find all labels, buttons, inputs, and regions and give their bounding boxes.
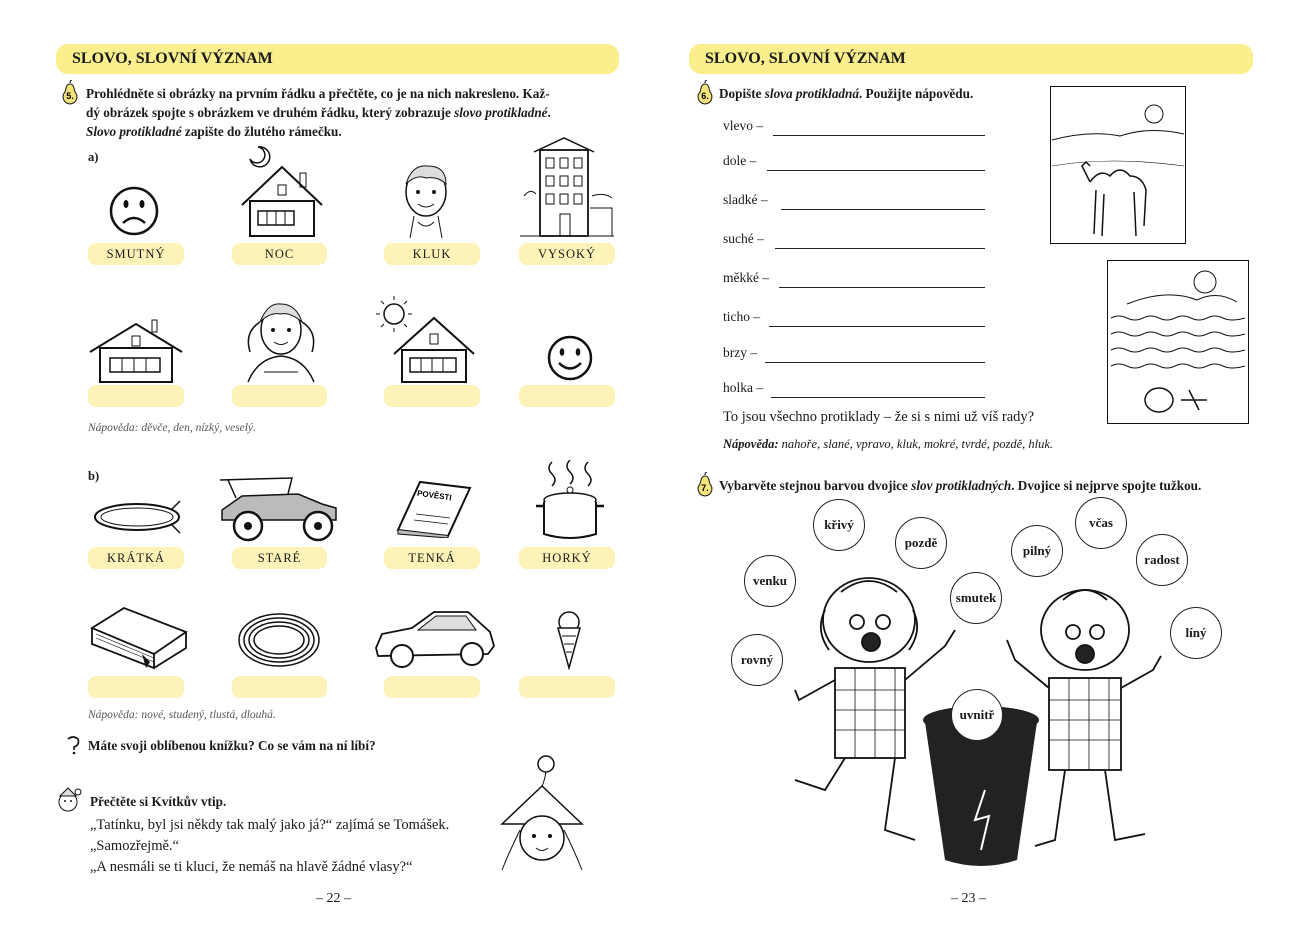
task5-instruction	[86, 84, 620, 141]
page-number: – 23 –	[951, 891, 986, 906]
fill-word: dole –	[723, 153, 757, 168]
answer-line[interactable]	[769, 326, 985, 327]
riddle-text	[90, 815, 449, 878]
answer-line[interactable]	[767, 170, 985, 171]
question-icon	[64, 735, 82, 755]
hint-a: Nápověda: děvče, den, nízký, veselý.	[88, 422, 256, 434]
answer-box[interactable]	[384, 385, 480, 407]
fill-row	[723, 192, 768, 212]
fill-word: suché –	[723, 231, 764, 246]
answer-line[interactable]	[781, 209, 985, 210]
task-number: 7.	[701, 483, 709, 493]
task-number: 6.	[701, 91, 709, 101]
word-bubble[interactable]: pilný	[1011, 525, 1063, 577]
fill-word: sladké –	[723, 192, 768, 207]
sad-face-picture	[108, 185, 160, 237]
riddle-line: „A nesmáli se ti kluci, že nemáš na hlavě žádné vlasy?“	[90, 859, 413, 875]
answer-box[interactable]	[384, 676, 480, 698]
old-car-picture	[218, 474, 342, 544]
section-a-label: a)	[88, 150, 99, 164]
thick-book-picture	[88, 604, 188, 670]
fill-word: vlevo –	[723, 118, 764, 133]
page-number: – 22 –	[316, 891, 351, 906]
label-pill: VYSOKÝ	[519, 243, 615, 265]
hint-b: Nápověda: nové, studený, tlustá, dlouhá.	[88, 709, 276, 721]
task5-line1: Prohlédněte si obrázky na prvním řádku a přečtěte, co je na nich nakresleno. Kaž-	[86, 86, 550, 101]
tall-building-picture	[520, 136, 614, 238]
answer-line[interactable]	[765, 362, 985, 363]
riddle-title: Přečtěte si Kvítkův vtip.	[90, 794, 227, 809]
boy-picture	[398, 160, 454, 240]
flower-character-icon	[54, 786, 86, 814]
book-title: POVĚSTI	[416, 488, 453, 503]
word-bubble[interactable]: smutek	[950, 572, 1002, 624]
pear-task-icon	[60, 80, 80, 104]
house-day-picture	[374, 294, 478, 384]
task7-instruction: Vybarvěte stejnou barvou dvojice slov protikladných. Dvojice si nejprve spojte tužkou.	[719, 478, 1202, 493]
answer-box[interactable]	[88, 385, 184, 407]
answer-line[interactable]	[773, 135, 985, 136]
word-bubble[interactable]: uvnitř	[951, 689, 1003, 741]
answer-box[interactable]	[519, 385, 615, 407]
thin-book-picture	[394, 478, 474, 538]
task5-line2: dý obrázek spojte s obrázkem ve druhém řádku, který zobrazuje slovo protikladné.	[86, 105, 551, 120]
word-bubble[interactable]: venku	[744, 555, 796, 607]
fill-row	[723, 345, 757, 365]
fill-row	[723, 309, 760, 329]
hint-6: Nápověda: nahoře, slané, vpravo, kluk, mokré, tvrdé, pozdě, hluk.	[723, 437, 1054, 451]
page-header: SLOVO, SLOVNÍ VÝZNAM	[56, 44, 619, 74]
word-bubble[interactable]: radost	[1136, 534, 1188, 586]
ice-cream-picture	[554, 610, 584, 670]
fill-word: brzy –	[723, 345, 758, 360]
right-page	[655, 0, 1310, 942]
riddle-line: „Samozřejmě.“	[90, 838, 179, 854]
short-rope-picture	[90, 495, 184, 539]
girl-picture	[238, 292, 324, 384]
fill-word: holka –	[723, 380, 764, 395]
label-pill: NOC	[232, 243, 327, 265]
pear-task-icon	[695, 472, 715, 496]
happy-face-picture	[546, 334, 594, 382]
label-pill: HORKÝ	[519, 547, 615, 569]
hot-pot-picture	[534, 460, 606, 544]
desert-camel-picture	[1050, 86, 1186, 244]
word-bubble[interactable]: včas	[1075, 497, 1127, 549]
riddle-line: „Tatínku, byl jsi někdy tak malý jako já?“ zajímá se Tomášek.	[90, 817, 450, 833]
label-pill: SMUTNÝ	[88, 243, 184, 265]
answer-box[interactable]	[88, 676, 184, 698]
fill-word: ticho –	[723, 309, 761, 324]
flower-girl-picture	[496, 750, 588, 878]
task5-line3: Slovo protikladné zapište do žlutého rámečku.	[86, 124, 342, 139]
answer-line[interactable]	[771, 397, 985, 398]
question-text: Máte svoji oblíbenou knížku? Co se vám na ní líbí?	[88, 738, 376, 753]
rhyme-text: To jsou všechno protiklady – že si s nimi už víš rady?	[723, 409, 1035, 425]
word-bubble[interactable]: líný	[1170, 607, 1222, 659]
fill-row	[723, 380, 763, 400]
word-bubble[interactable]: křivý	[813, 499, 865, 551]
section-b-label: b)	[88, 469, 100, 483]
label-pill: KLUK	[384, 243, 480, 265]
answer-box[interactable]	[232, 676, 327, 698]
sea-picture	[1107, 260, 1249, 424]
house-night-picture	[236, 145, 328, 240]
label-pill: TENKÁ	[384, 547, 480, 569]
page-header: SLOVO, SLOVNÍ VÝZNAM	[689, 44, 1253, 74]
word-bubble[interactable]: pozdě	[895, 517, 947, 569]
answer-line[interactable]	[779, 287, 985, 288]
fill-row	[723, 231, 764, 251]
answer-box[interactable]	[519, 676, 615, 698]
fill-row	[723, 270, 769, 290]
fill-row	[723, 153, 756, 173]
task-number: 5.	[66, 91, 74, 101]
pear-task-icon	[695, 80, 715, 104]
label-pill: STARÉ	[232, 547, 327, 569]
new-car-picture	[372, 604, 498, 670]
answer-box[interactable]	[232, 385, 327, 407]
fill-row	[723, 118, 763, 138]
word-bubble[interactable]: rovný	[731, 634, 783, 686]
low-house-picture	[88, 318, 184, 384]
long-rope-picture	[236, 610, 322, 672]
task6-instruction: Dopište slova protikladná. Použijte nápovědu.	[719, 86, 974, 101]
fill-word: měkké –	[723, 270, 770, 285]
label-pill: KRÁTKÁ	[88, 547, 184, 569]
answer-line[interactable]	[775, 248, 985, 249]
